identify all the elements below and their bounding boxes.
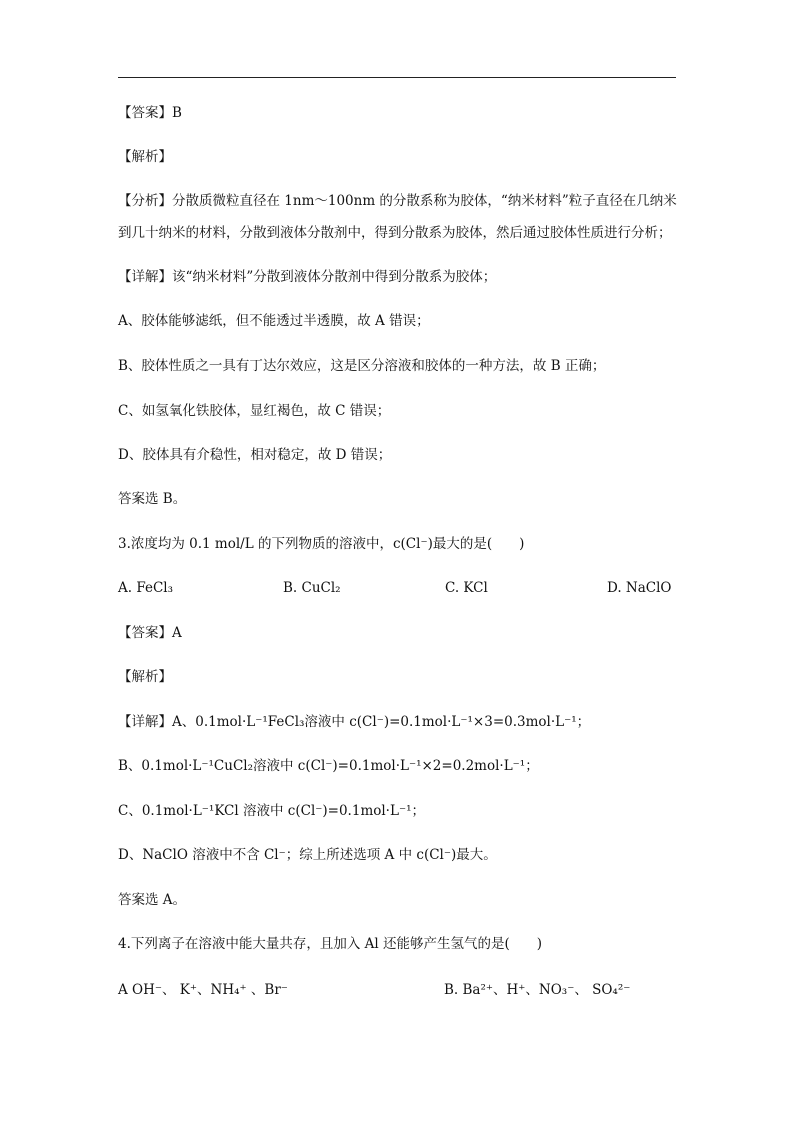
q4-option-b: B. Ba²⁺、H⁺、NO₃⁻、 SO₄²⁻ [444,982,631,998]
q3-detail-d: D、NaClO 溶液中不含 Cl⁻；综上所述选项 A 中 c(Cl⁻)最大。 [118,847,497,863]
q3-option-a: A. FeCl₃ [118,580,174,596]
q4-option-a: A OH⁻、 K⁺、NH₄⁺ 、Br⁻ [118,982,288,998]
detail-b: B、胶体性质之一具有丁达尔效应，这是区分溶液和胶体的一种方法，故 B 正确； [118,358,606,374]
analysis-line-2: 到几十纳米的材料，分散到液体分散剂中，得到分散系为胶体，然后通过胶体性质进行分析； [118,225,672,241]
detail-c: C、如氢氧化铁胶体，显红褐色，故 C 错误； [118,403,391,419]
q3-detail-c: C、0.1mol·L⁻¹KCl 溶液中 c(Cl⁻)=0.1mol·L⁻¹； [118,803,425,819]
question-3: 3.浓度均为 0.1 mol/L 的下列物质的溶液中，c(Cl⁻)最大的是( ) [118,536,525,552]
analysis-line-1: 【分析】分散质微粒直径在 1nm～100nm 的分散系称为胶体，“纳米材料”粒子直径在几纳米 [118,193,677,209]
q3-detail-a: 【详解】A、0.1mol·L⁻¹FeCl₃溶液中 c(Cl⁻)=0.1mol·L⁻¹×3=0.3mol·L⁻¹； [118,714,591,730]
question-4: 4.下列离子在溶液中能大量共存，且加入 Al 还能够产生氢气的是( ) [118,936,543,952]
q3-option-b: B. CuCl₂ [283,580,341,596]
detail-d: D、胶体具有介稳性，相对稳定，故 D 错误； [118,447,392,463]
answer-line: 【答案】B [118,105,182,121]
q3-analysis-heading: 【解析】 [118,669,172,685]
detail-line: 【详解】该“纳米材料”分散到液体分散剂中得到分散系为胶体； [118,269,497,285]
q3-option-c: C. KCl [445,580,488,596]
q3-final-answer: 答案选 A。 [118,892,187,908]
q3-option-d: D. NaClO [607,580,672,596]
header-rule [118,77,676,78]
q3-answer: 【答案】A [118,625,182,641]
q3-detail-b: B、0.1mol·L⁻¹CuCl₂溶液中 c(Cl⁻)=0.1mol·L⁻¹×2=0.2mol·L⁻¹； [118,758,539,774]
detail-a: A、胶体能够滤纸，但不能透过半透膜，故 A 错误； [118,313,430,329]
analysis-heading: 【解析】 [118,149,172,165]
final-answer: 答案选 B。 [118,491,187,507]
